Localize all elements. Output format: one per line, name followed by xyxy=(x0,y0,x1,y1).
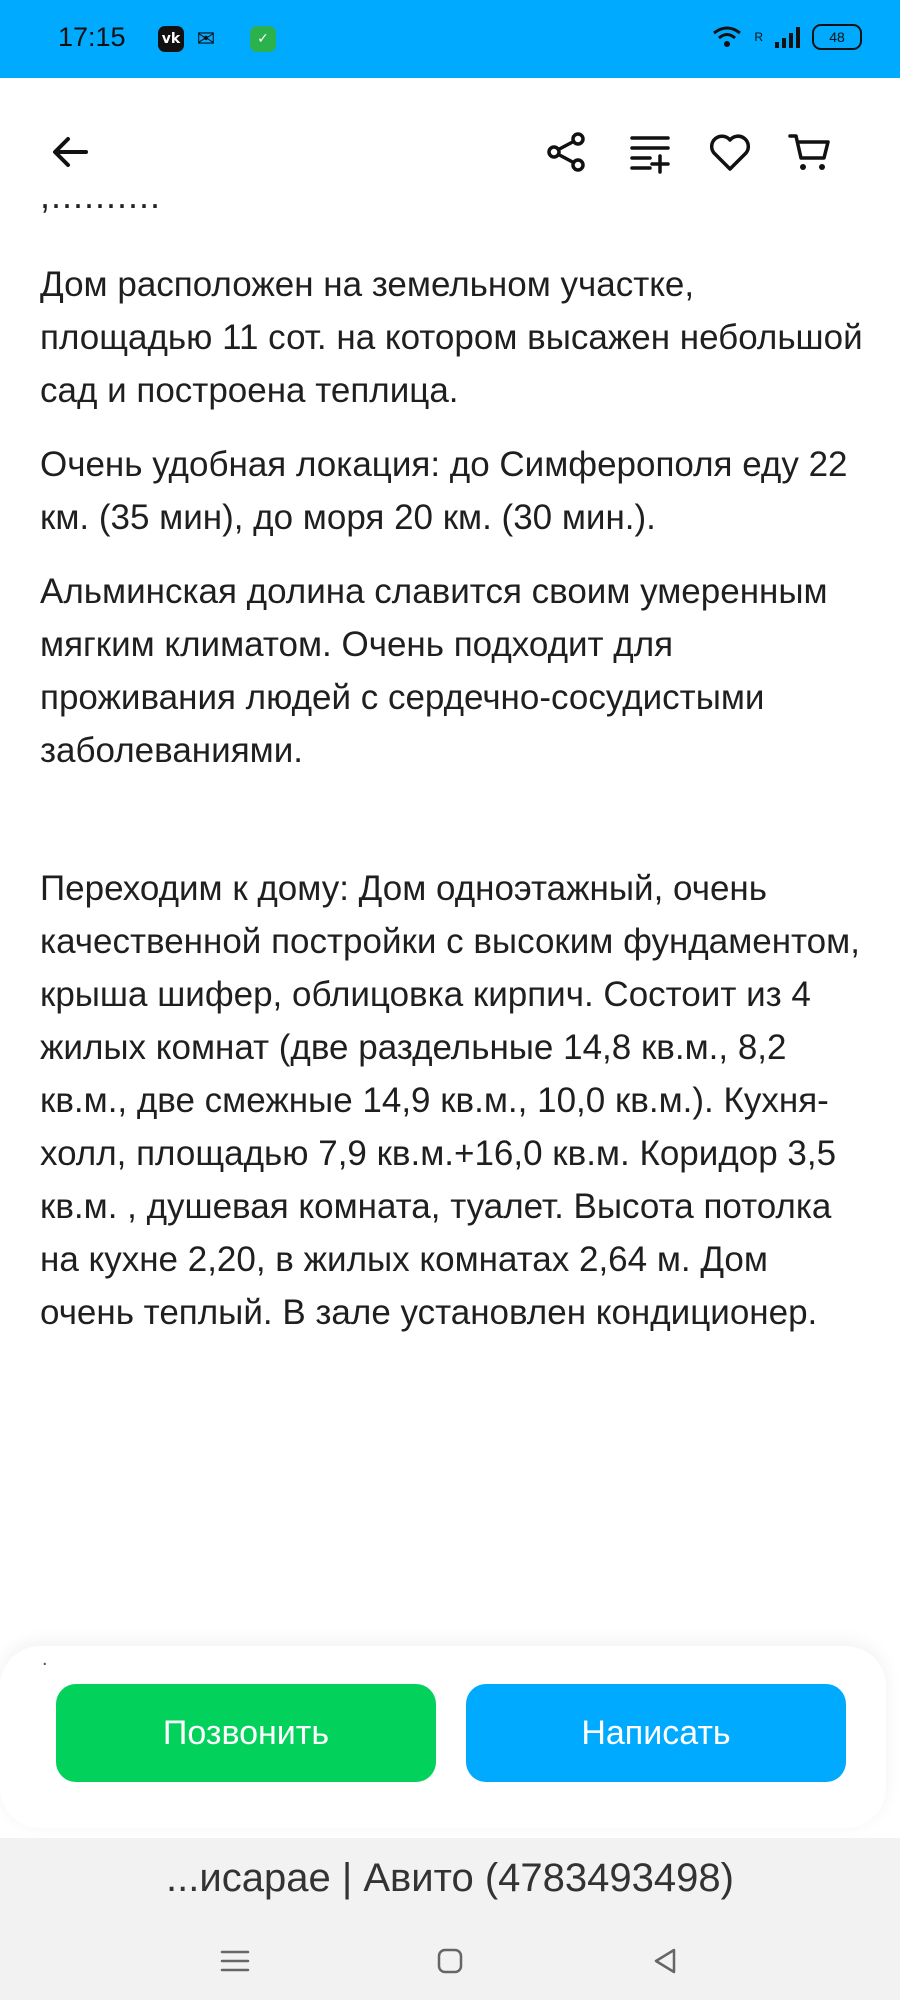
cart-icon xyxy=(786,128,834,176)
trailing-dot: . xyxy=(42,1648,48,1670)
share-button[interactable] xyxy=(536,122,596,182)
paragraph-spacer xyxy=(40,798,870,862)
battery-icon xyxy=(812,24,862,50)
write-message-button[interactable]: Написать xyxy=(466,1684,846,1782)
description-paragraph: Альминская долина славится своим умеренным мягким климатом. Очень подходит для проживания людей с сердечно-сосудистыми заболеваниями. xyxy=(40,572,828,770)
cutoff-text: ,.......... xyxy=(40,175,162,216)
contact-action-panel xyxy=(0,1646,886,1828)
cart-button[interactable] xyxy=(780,122,840,182)
back-icon xyxy=(648,1944,682,1978)
compare-button[interactable] xyxy=(620,122,680,182)
system-nav-bar xyxy=(0,1918,900,2000)
call-button[interactable]: Позвонить xyxy=(56,1684,436,1782)
shield-icon: ✓ xyxy=(250,26,276,52)
menu-icon xyxy=(218,1944,252,1978)
page-title: ...исарае | Авито (4783493498) xyxy=(166,1855,734,1900)
roaming-label: R xyxy=(754,30,763,44)
nav-back-button[interactable] xyxy=(640,1936,690,1986)
browser-title-bar[interactable] xyxy=(0,1838,900,1918)
description-paragraph: Переходим к дому: Дом одноэтажный, очень качественной постройки с высоким фундаментом, крыша шифер, облицовка кирпич. Состоит из 4 жилых комнат (две раздельные 14,8 кв.м., 8,2 кв.м., две смежные 14,9 кв.м., 10,0 кв.м.). Кухня-холл, площадью 7,9 кв.м.+16,0 кв.м. Коридор 3,5 кв.м. , душевая комната, туалет. Высота потолка на кухне 2,20, в жилых комнатах 2,64 м. Дом очень теплый. В зале установлен кондиционер. xyxy=(40,869,860,1332)
vk-icon: vk xyxy=(158,26,184,52)
menu-button[interactable] xyxy=(210,1936,260,1986)
description xyxy=(40,258,870,1360)
home-icon xyxy=(433,1944,467,1978)
share-icon xyxy=(542,128,590,176)
battery-level: 48 xyxy=(829,29,845,45)
wifi-icon xyxy=(712,25,742,49)
compare-list-icon xyxy=(626,128,674,176)
mail-icon: ✉ xyxy=(196,26,216,52)
description-paragraph: Дом расположен на земельном участке, площадью 11 сот. на котором высажен небольшой сад и построена теплица. xyxy=(40,265,863,410)
cutoff-text-line xyxy=(40,175,860,230)
signal-icon xyxy=(775,26,800,48)
status-bar xyxy=(0,0,900,78)
home-button[interactable] xyxy=(425,1936,475,1986)
back-button[interactable] xyxy=(40,122,100,182)
favorite-heart-icon xyxy=(706,128,754,176)
status-time: 17:15 xyxy=(58,22,126,52)
back-arrow-icon xyxy=(46,128,94,176)
status-right xyxy=(712,24,862,50)
description-paragraph: Очень удобная локация: до Симферополя еду 22 км. (35 мин), до моря 20 км. (30 мин.). xyxy=(40,445,848,537)
favorite-button[interactable] xyxy=(700,122,760,182)
